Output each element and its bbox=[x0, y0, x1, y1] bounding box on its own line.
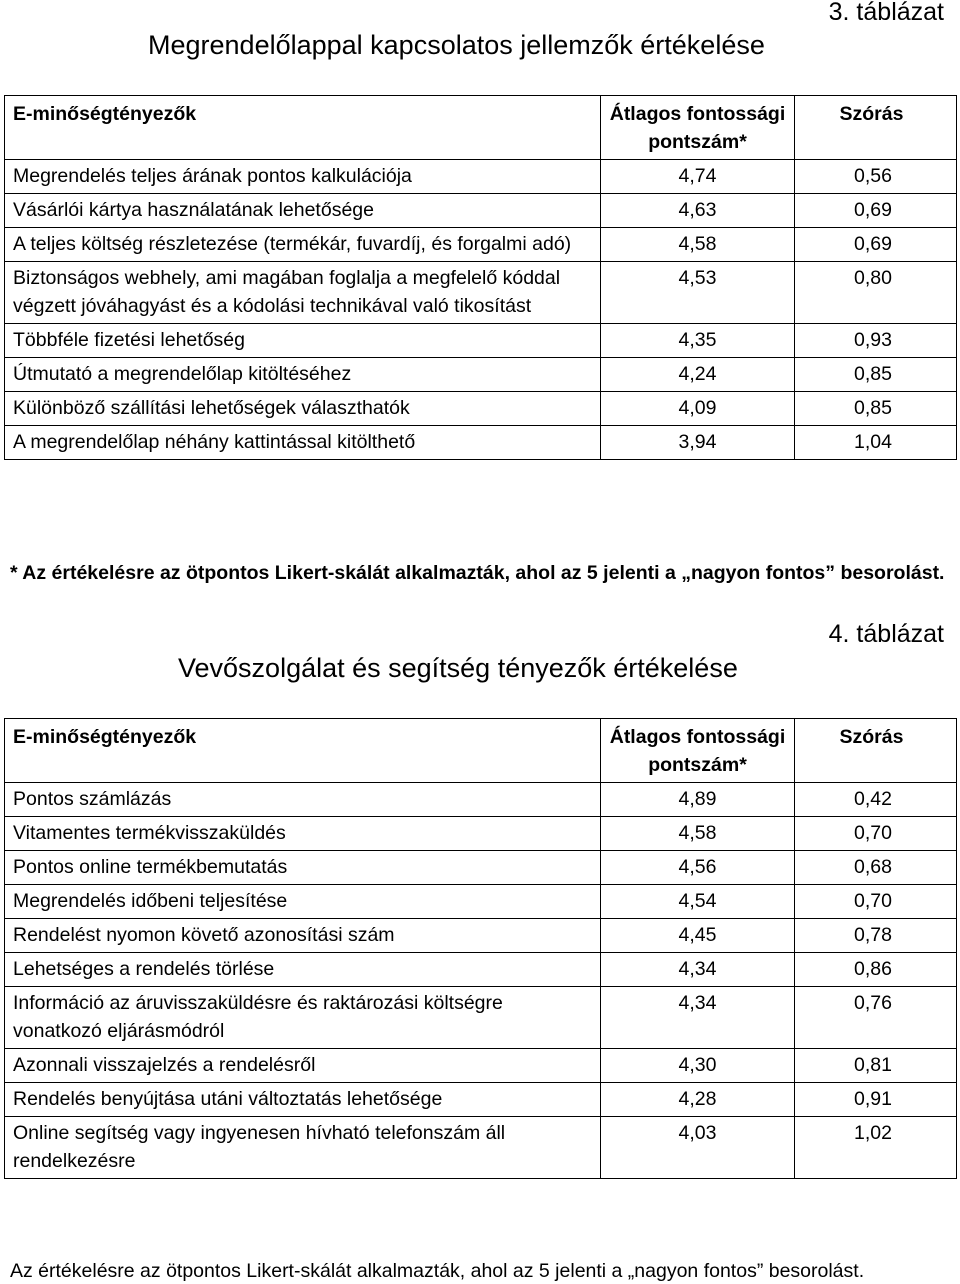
average-score-cell: 4,56 bbox=[601, 851, 795, 885]
factor-cell: Rendelés benyújtása utáni változtatás lehetősége bbox=[5, 1083, 601, 1117]
table-row bbox=[5, 885, 957, 919]
factor-cell: Online segítség vagy ingyenesen hívható telefonszám áll rendelkezésre bbox=[5, 1117, 601, 1179]
table-4-footnote: Az értékelésre az ötpontos Likert-skálát alkalmazták, ahol az 5 jelenti a „nagyon fontos” besorolást. bbox=[10, 1260, 865, 1282]
table-row bbox=[5, 851, 957, 885]
table-row bbox=[5, 987, 957, 1049]
factor-cell: Többféle fizetési lehetőség bbox=[5, 324, 601, 358]
table-4-label: 4. táblázat bbox=[828, 620, 944, 648]
average-score-cell: 4,58 bbox=[601, 817, 795, 851]
average-score-cell: 4,74 bbox=[601, 160, 795, 194]
factor-cell: Lehetséges a rendelés törlése bbox=[5, 953, 601, 987]
table-4-header-row bbox=[5, 719, 957, 783]
std-dev-cell: 0,70 bbox=[795, 817, 957, 851]
factor-cell: Pontos online termékbemutatás bbox=[5, 851, 601, 885]
std-dev-cell: 0,68 bbox=[795, 851, 957, 885]
table-row bbox=[5, 324, 957, 358]
average-score-cell: 4,24 bbox=[601, 358, 795, 392]
table-row bbox=[5, 1117, 957, 1179]
table-row bbox=[5, 953, 957, 987]
factor-cell: Biztonságos webhely, ami magában foglalja a megfelelő kóddal végzett jóváhagyást és a kódolási technikával való tikosítást bbox=[5, 262, 601, 324]
std-dev-cell: 0,69 bbox=[795, 228, 957, 262]
table-row bbox=[5, 783, 957, 817]
table-row bbox=[5, 1083, 957, 1117]
std-dev-cell: 0,42 bbox=[795, 783, 957, 817]
table-4 bbox=[4, 718, 957, 1179]
average-score-cell: 4,63 bbox=[601, 194, 795, 228]
table-row bbox=[5, 228, 957, 262]
table-3-header-row bbox=[5, 96, 957, 160]
table-4-title: Vevőszolgálat és segítség tényezők értékelése bbox=[178, 653, 738, 683]
average-score-cell: 4,45 bbox=[601, 919, 795, 953]
std-dev-cell: 1,02 bbox=[795, 1117, 957, 1179]
average-score-cell: 4,53 bbox=[601, 262, 795, 324]
table-row bbox=[5, 262, 957, 324]
std-dev-cell: 0,81 bbox=[795, 1049, 957, 1083]
average-score-cell: 4,58 bbox=[601, 228, 795, 262]
factor-cell: Információ az áruvisszaküldésre és raktározási költségre vonatkozó eljárásmódról bbox=[5, 987, 601, 1049]
average-score-cell: 4,09 bbox=[601, 392, 795, 426]
average-score-cell: 4,30 bbox=[601, 1049, 795, 1083]
factor-cell: A teljes költség részletezése (termékár, fuvardíj, és forgalmi adó) bbox=[5, 228, 601, 262]
std-dev-cell: 0,56 bbox=[795, 160, 957, 194]
average-score-cell: 4,34 bbox=[601, 953, 795, 987]
header-factor: E-minőségtényezők bbox=[5, 96, 601, 160]
factor-cell: Megrendelés teljes árának pontos kalkulációja bbox=[5, 160, 601, 194]
table-3-label: 3. táblázat bbox=[828, 0, 944, 26]
table-row bbox=[5, 817, 957, 851]
header-std-dev: Szórás bbox=[795, 719, 957, 783]
table-3-footnote: * Az értékelésre az ötpontos Likert-skálát alkalmazták, ahol az 5 jelenti a „nagyon fontos” besorolást. bbox=[10, 562, 945, 584]
average-score-cell: 3,94 bbox=[601, 426, 795, 460]
table-row bbox=[5, 194, 957, 228]
header-average-score: Átlagos fontossági pontszám* bbox=[601, 719, 795, 783]
table-row bbox=[5, 919, 957, 953]
std-dev-cell: 0,91 bbox=[795, 1083, 957, 1117]
std-dev-cell: 0,85 bbox=[795, 392, 957, 426]
table-3-title: Megrendelőlappal kapcsolatos jellemzők értékelése bbox=[148, 30, 765, 60]
std-dev-cell: 0,80 bbox=[795, 262, 957, 324]
factor-cell: Vásárlói kártya használatának lehetősége bbox=[5, 194, 601, 228]
average-score-cell: 4,89 bbox=[601, 783, 795, 817]
table-row bbox=[5, 426, 957, 460]
header-average-score: Átlagos fontossági pontszám* bbox=[601, 96, 795, 160]
average-score-cell: 4,35 bbox=[601, 324, 795, 358]
factor-cell: Vitamentes termékvisszaküldés bbox=[5, 817, 601, 851]
factor-cell: Pontos számlázás bbox=[5, 783, 601, 817]
std-dev-cell: 1,04 bbox=[795, 426, 957, 460]
std-dev-cell: 0,69 bbox=[795, 194, 957, 228]
average-score-cell: 4,54 bbox=[601, 885, 795, 919]
table-row bbox=[5, 1049, 957, 1083]
average-score-cell: 4,34 bbox=[601, 987, 795, 1049]
factor-cell: Különböző szállítási lehetőségek választhatók bbox=[5, 392, 601, 426]
std-dev-cell: 0,70 bbox=[795, 885, 957, 919]
factor-cell: Rendelést nyomon követő azonosítási szám bbox=[5, 919, 601, 953]
factor-cell: Azonnali visszajelzés a rendelésről bbox=[5, 1049, 601, 1083]
table-row bbox=[5, 392, 957, 426]
factor-cell: Útmutató a megrendelőlap kitöltéséhez bbox=[5, 358, 601, 392]
std-dev-cell: 0,93 bbox=[795, 324, 957, 358]
std-dev-cell: 0,86 bbox=[795, 953, 957, 987]
average-score-cell: 4,28 bbox=[601, 1083, 795, 1117]
header-factor: E-minőségtényezők bbox=[5, 719, 601, 783]
std-dev-cell: 0,78 bbox=[795, 919, 957, 953]
average-score-cell: 4,03 bbox=[601, 1117, 795, 1179]
std-dev-cell: 0,85 bbox=[795, 358, 957, 392]
header-std-dev: Szórás bbox=[795, 96, 957, 160]
table-3 bbox=[4, 95, 957, 460]
factor-cell: Megrendelés időbeni teljesítése bbox=[5, 885, 601, 919]
table-row bbox=[5, 160, 957, 194]
std-dev-cell: 0,76 bbox=[795, 987, 957, 1049]
factor-cell: A megrendelőlap néhány kattintással kitölthető bbox=[5, 426, 601, 460]
table-row bbox=[5, 358, 957, 392]
